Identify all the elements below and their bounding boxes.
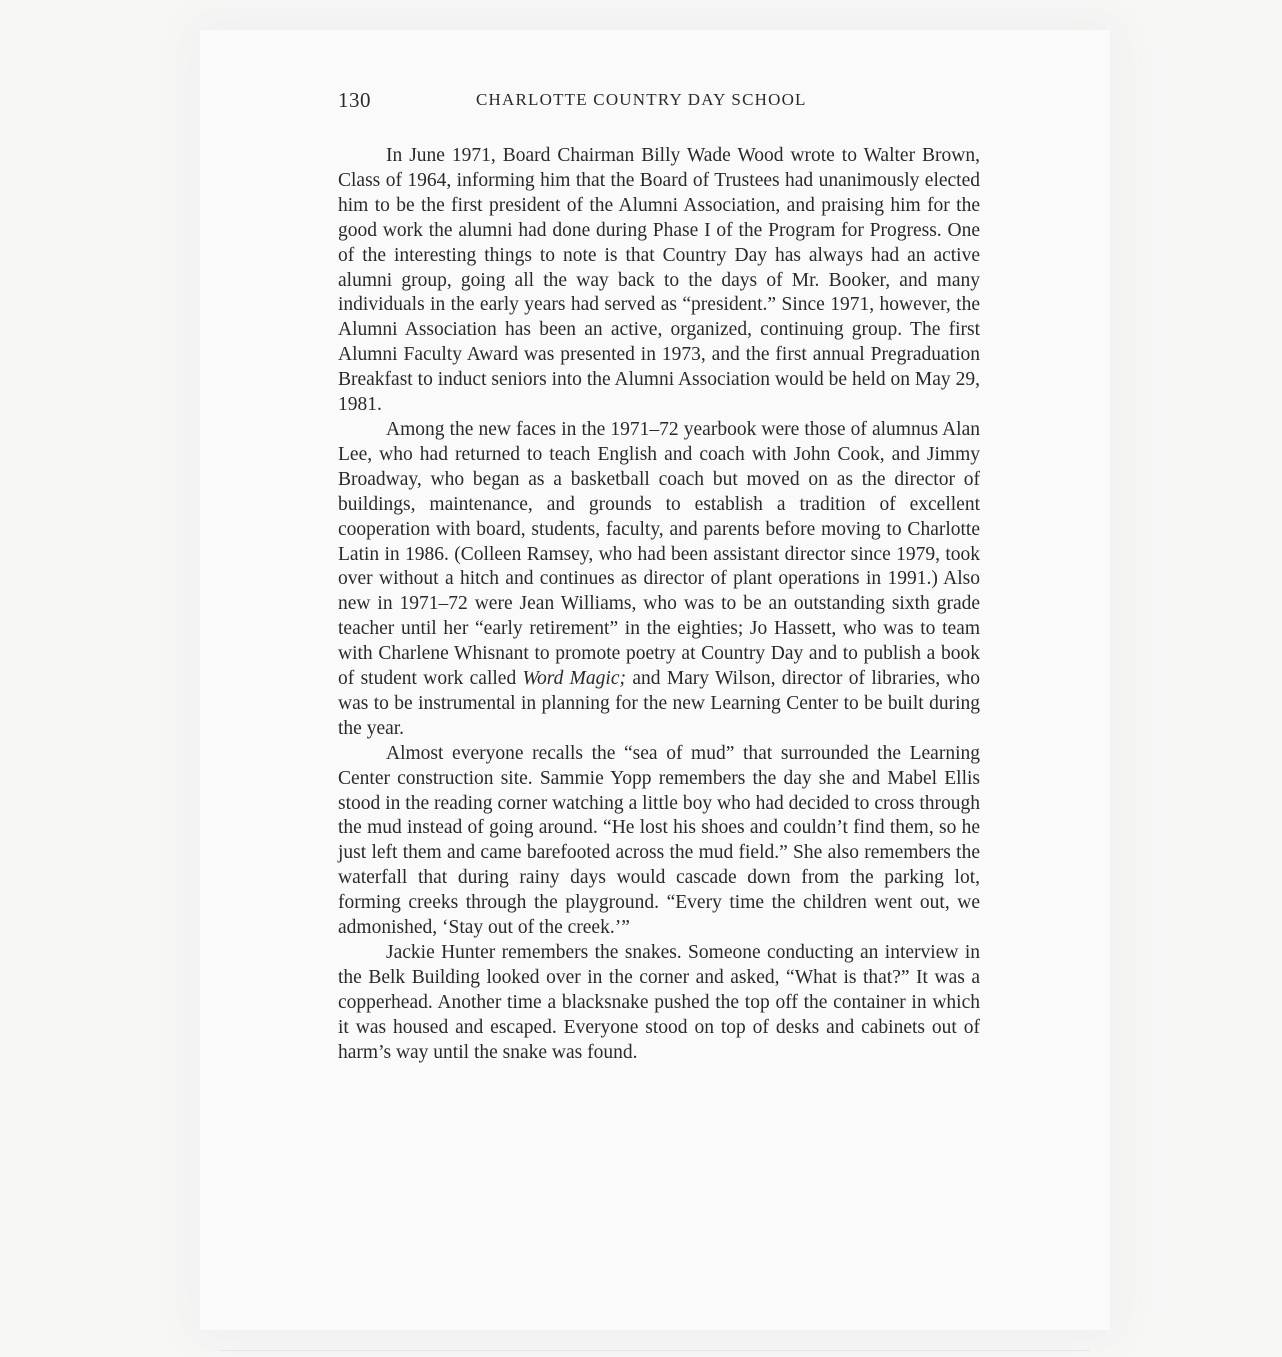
- paragraph-alumni-association: In June 1971, Board Chairman Billy Wade Wood wrote to Walter Brown, Class of 1964, informing him that the Board of Trustees had unanimously elected him to be the first president of the Alumni Association, and praising him for the good work the alumni had done during Phase I of the Program for Progress. One of the interesting things to note is that Country Day has always had an active alumni group, going all the way back to the days of Mr. Booker, and many individuals in the early years had served as “president.” Since 1971, however, the Alumni Association has been an active, organized, continuing group. The first Alumni Faculty Award was presented in 1973, and the first annual Pregraduation Breakfast to induct seniors into the Alumni Association would be held on May 29, 1981.: [338, 145, 980, 416]
- paragraph-snakes: Jackie Hunter remembers the snakes. Someone conducting an interview in the Belk Building looked over in the corner and asked, “What is that?” It was a copperhead. Another time a blacksnake pushed the top off the container in which it was housed and escaped. Everyone stood on top of desks and cabinets out of harm’s way until the snake was found.: [338, 942, 980, 1063]
- paragraph-sea-of-mud: Almost everyone recalls the “sea of mud” that surrounded the Learning Center construction site. Sammie Yopp remembers the day she and Mabel Ellis stood in the reading corner watching a little boy who had decided to cross through the mud instead of going around. “He lost his shoes and couldn’t find them, so he just left them and came barefooted across the mud field.” She also remembers the waterfall that during rainy days would cascade down from the parking lot, forming creeks through the playground. “Every time the children went out, we admonished, ‘Stay out of the creek.’”: [338, 742, 980, 939]
- paragraph-new-faces-part-2: and Mary Wilson, director of libraries, who was to be instrumental in planning for the new Learning Center to be built during the year.: [338, 668, 981, 739]
- running-title: CHARLOTTE COUNTRY DAY SCHOOL: [476, 90, 807, 109]
- paragraph-new-faces-part-1: Among the new faces in the 1971–72 yearbook were those of alumnus Alan Lee, who had returned to teach English and coach with John Cook, and Jimmy Broadway, who began as a basketball coach but moved on as the director of buildings, maintenance, and grounds to establish a tradition of excellent cooperation with board, students, faculty, and parents before moving to Charlotte Latin in 1986. (Colleen Ramsey, who had been assistant director since 1979, took over without a hitch and continues as director of plant operations in 1991.) Also new in 1971–72 were Jean Williams, who was to be an outstanding sixth grade teacher until her “early retirement” in the eighties; Jo Hassett, who was to team with Charlene Whisnant to promote poetry at Country Day and to publish a book of student work called: [338, 418, 980, 690]
- book-page: [338, 88, 980, 1066]
- body-text: [338, 144, 980, 1066]
- scan-edge-line: [220, 1350, 1090, 1351]
- page-number: 130: [338, 88, 371, 112]
- paragraph-new-faces: [338, 418, 980, 742]
- book-title-word-magic: Word Magic;: [522, 668, 626, 690]
- running-head: [338, 88, 980, 122]
